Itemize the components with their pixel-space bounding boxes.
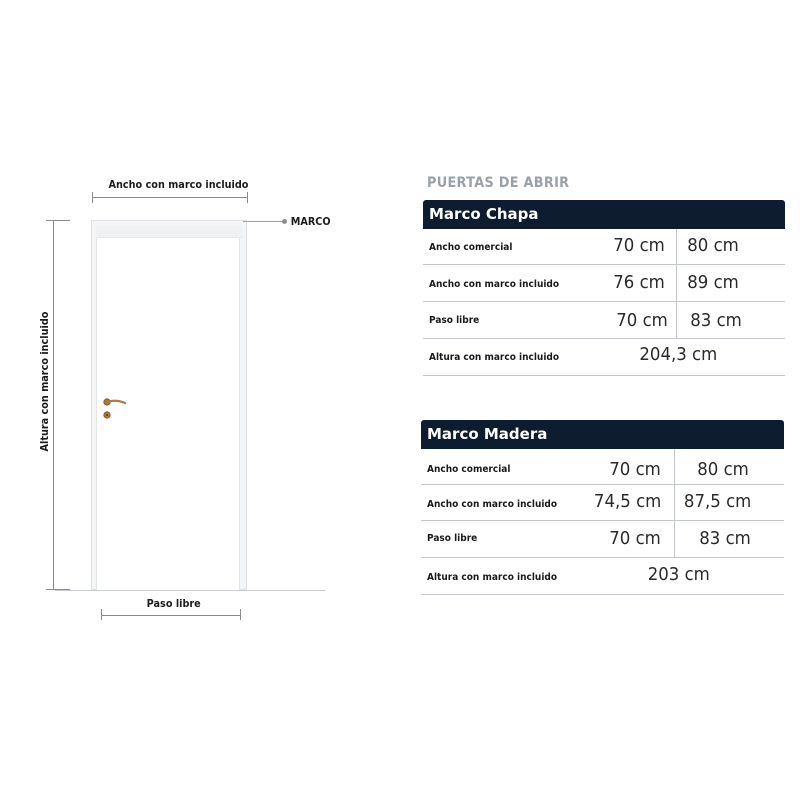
row-label: Altura con marco incluido — [429, 352, 560, 363]
table-title: Marco Chapa — [423, 200, 785, 229]
row-label: Paso libre — [429, 315, 480, 326]
row-label: Altura con marco incluido — [427, 572, 558, 583]
value-cell: 70 cm — [609, 459, 661, 480]
value-cell: 204,3 cm — [639, 344, 718, 365]
column-divider — [674, 449, 675, 484]
table-row — [423, 339, 785, 376]
width-dimension-tick-left — [92, 192, 93, 203]
value-cell: 70 cm — [613, 235, 665, 256]
table-row — [421, 558, 784, 595]
table-row — [423, 229, 785, 265]
value-cell: 80 cm — [697, 459, 749, 480]
door-frame-header — [96, 226, 242, 238]
row-label: Ancho con marco incluido — [427, 499, 558, 510]
row-label: Ancho comercial — [429, 242, 513, 253]
row-label: Paso libre — [427, 533, 478, 544]
width-dimension-tick-right — [247, 192, 248, 203]
floor-line — [55, 590, 325, 591]
value-cell: 74,5 cm — [593, 491, 662, 512]
value-cell: 70 cm — [616, 310, 668, 331]
table-row — [423, 265, 785, 302]
table-row — [421, 521, 784, 558]
column-divider — [674, 521, 675, 557]
section-title: PUERTAS DE ABRIR — [427, 175, 570, 191]
table-row — [421, 449, 784, 485]
value-cell: 203 cm — [647, 564, 710, 585]
width-dimension-line — [92, 197, 248, 198]
value-cell: 83 cm — [690, 310, 742, 331]
frame-callout-dot — [282, 219, 287, 224]
table-title: Marco Madera — [421, 420, 784, 449]
height-dimension-line — [53, 220, 54, 590]
column-divider — [676, 229, 677, 264]
width-dimension-label: Ancho con marco incluido — [108, 178, 249, 191]
column-divider — [674, 485, 675, 520]
height-dimension-label: Altura con marco incluido — [38, 311, 51, 452]
clearance-dimension-label: Paso libre — [146, 597, 201, 610]
value-cell: 76 cm — [613, 272, 665, 293]
frame-callout-line — [243, 221, 283, 222]
height-dimension-label-wrap — [33, 311, 51, 461]
value-cell: 89 cm — [687, 272, 739, 293]
column-divider — [676, 302, 677, 338]
table-marco-chapa — [423, 200, 785, 376]
clearance-dimension-tick-left — [101, 609, 102, 620]
clearance-dimension-line — [101, 615, 241, 616]
value-cell: 70 cm — [609, 528, 661, 549]
table-marco-madera — [421, 420, 784, 595]
table-row — [421, 485, 784, 521]
value-cell: 87,5 cm — [683, 491, 752, 512]
clearance-dimension-tick-right — [240, 609, 241, 620]
height-dimension-tick-top — [46, 220, 70, 221]
column-divider — [676, 265, 677, 301]
value-cell: 83 cm — [699, 528, 751, 549]
row-label: Ancho comercial — [427, 464, 511, 475]
door-handle-icon — [100, 396, 130, 424]
value-cell: 80 cm — [687, 235, 739, 256]
table-row — [423, 302, 785, 339]
frame-callout-label: MARCO — [290, 215, 331, 228]
row-label: Ancho con marco incluido — [429, 279, 560, 290]
